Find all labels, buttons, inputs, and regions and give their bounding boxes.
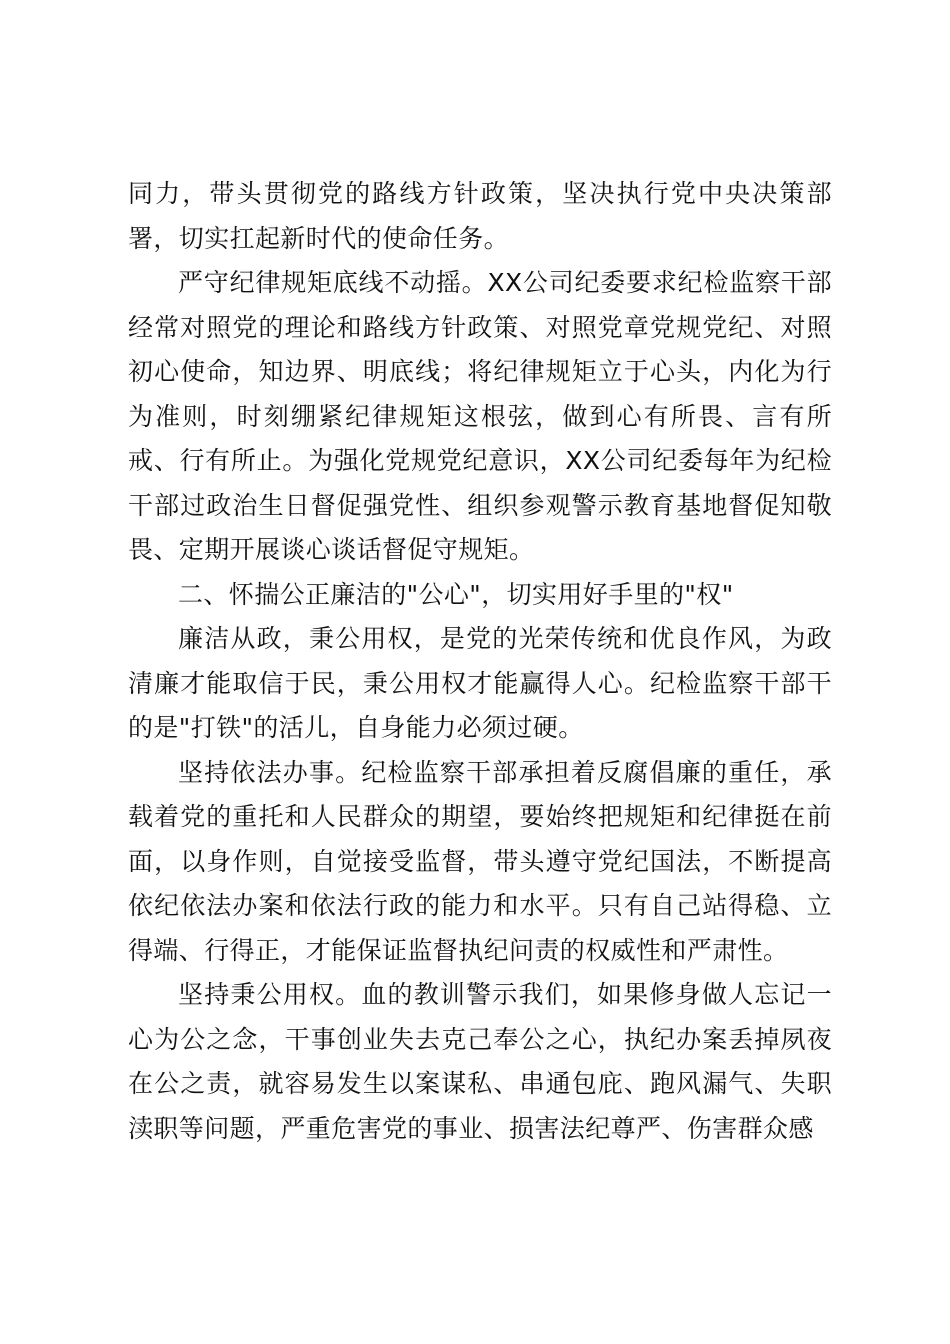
paragraph-impartial-power: 坚持秉公用权。血的教训警示我们，如果修身做人忘记一心为公之念，干事创业失去克己奉公之心，执纪办案丢掉夙夜在公之责，就容易发生以案谋私、串通包庇、跑风漏气、失职渎职等问题，严重危害党的事业、损害法纪尊严、伤害群众感 [128, 980, 832, 1143]
document-body [128, 172, 832, 1151]
paragraph-clean-governance: 廉洁从政，秉公用权，是党的光荣传统和优良作风，为政清廉才能取信于民，秉公用权才能赢得人心。纪检监察干部干的是"打铁"的活儿，自身能力必须过硬。 [128, 624, 832, 742]
paragraph-continuation: 同力，带头贯彻党的路线方针政策，坚决执行党中央决策部署，切实扛起新时代的使命任务。 [128, 179, 832, 253]
section-heading-2: 二、怀揣公正廉洁的"公心"，切实用好手里的"权" [178, 579, 734, 609]
paragraph-rule-of-law: 坚持依法办事。纪检监察干部承担着反腐倡廉的重任，承载着党的重托和人民群众的期望，要始终把规矩和纪律挺在前面，以身作则，自觉接受监督，带头遵守党纪国法，不断提高依纪依法办案和依法行政的能力和水平。只有自己站得稳、立得端、行得正，才能保证监督执纪问责的权威性和严肃性。 [128, 757, 832, 965]
paragraph-discipline-bottom-line: 严守纪律规矩底线不动摇。XX公司纪委要求纪检监察干部经常对照党的理论和路线方针政策、对照党章党规党纪、对照初心使命，知边界、明底线；将纪律规矩立于心头，内化为行为准则，时刻绷紧纪律规矩这根弦，做到心有所畏、言有所戒、行有所止。为强化党规党纪意识，XX公司纪委每年为纪检干部过政治生日督促强党性、组织参观警示教育基地督促知敬畏、定期开展谈心谈话督促守规矩。 [128, 268, 832, 564]
